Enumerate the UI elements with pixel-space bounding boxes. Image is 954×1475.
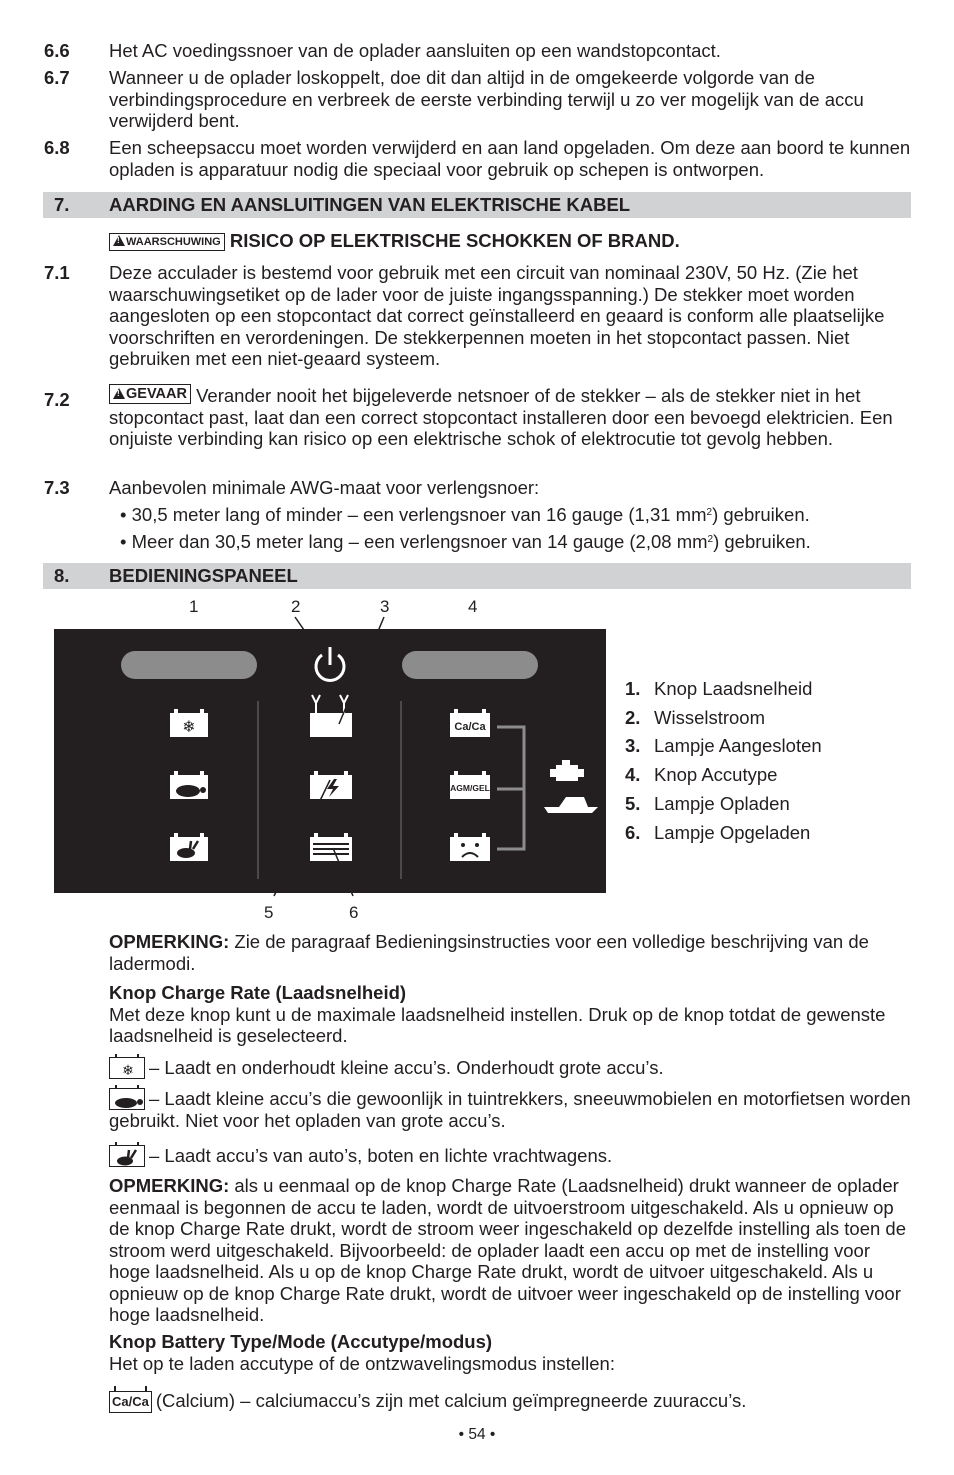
para-number: 7.2 bbox=[44, 389, 70, 410]
legend-item: 2. Wisselstroom bbox=[625, 706, 766, 728]
para-text: Een scheepsaccu moet worden verwijderd en aan land opgeladen. Om deze aan boord te kunnen opladen is apparatuur nodig die speciaal voor gebruik op schepen is ontworpen. bbox=[109, 137, 911, 180]
subheading: Knop Charge Rate (Laadsnelheid) bbox=[109, 982, 407, 1003]
note-1: OPMERKING: Zie de paragraaf Bedieningsinstructies voor een volledige beschrijving van de ladermodi. bbox=[109, 931, 869, 974]
section-number: 8. bbox=[54, 565, 70, 586]
para-text: Verander nooit het bijgeleverde netsnoer of de stekker – als de stekker niet in het stopcontact past, laat dan een correct stopcontact installeren door een bevoegd elektricien. Een onjuiste verbinding kan risico op een elektrische schok of elektrocutie tot gevolg hebben. bbox=[109, 385, 893, 449]
subheading-text: Met deze knop kunt u de maximale laadsnelheid instellen. Druk op de knop totdat de gewenste laadsnelheid is geselecteerd. bbox=[109, 1003, 886, 1046]
calcium-label: Ca/Ca bbox=[454, 721, 486, 733]
calcium-item: Ca/Ca (Calcium) – calciumaccu’s zijn met calcium geïmpregneerde zuuraccu’s. bbox=[109, 1390, 911, 1413]
rate-item-medium: – Laadt kleine accu’s die gewoonlijk in tuintrekkers, sneeuwmobielen en motorfietsen worden gebruikt. Niet voor het opladen van grote accu’s. bbox=[109, 1088, 911, 1131]
warning-label: !WAARSCHUWING bbox=[109, 233, 225, 251]
para-number: 7.1 bbox=[44, 262, 70, 283]
callout-5: 5 bbox=[264, 903, 274, 922]
section-title: BEDIENINGSPANEEL bbox=[109, 565, 298, 586]
rate-item-high: – Laadt accu’s van auto’s, boten en lichte vrachtwagens. bbox=[109, 1145, 911, 1167]
callout-6: 6 bbox=[349, 903, 359, 922]
para-number: 6.7 bbox=[44, 67, 70, 88]
callout-4: 4 bbox=[468, 597, 478, 616]
para-number: 7.3 bbox=[44, 477, 70, 498]
legend-item: 1. Knop Laadsnelheid bbox=[625, 678, 813, 699]
para-text: Aanbevolen minimale AWG-maat voor verlengsnoer: bbox=[109, 477, 540, 498]
rabbit-box-icon bbox=[109, 1145, 145, 1167]
svg-text:❄: ❄ bbox=[122, 1063, 134, 1079]
section-title: AARDING EN AANSLUITINGEN VAN ELEKTRISCHE KABEL bbox=[109, 194, 631, 215]
rate-item-small: ❄ – Laadt en onderhoudt kleine accu’s. Onderhoudt grote accu’s. bbox=[109, 1057, 911, 1079]
callout-1: 1 bbox=[189, 597, 199, 616]
legend-item: 3. Lampje Aangesloten bbox=[625, 735, 822, 757]
subheading-text: Het op te laden accutype of de ontzwavelingsmodus instellen: bbox=[109, 1352, 615, 1374]
calcium-box-icon: Ca/Ca bbox=[109, 1391, 152, 1413]
charge-rate-section bbox=[109, 982, 911, 1047]
legend-item: 5. Lampje Opladen bbox=[625, 792, 790, 814]
callout-3: 3 bbox=[380, 597, 390, 616]
warning-text: RISICO OP ELEKTRISCHE SCHOKKEN OF BRAND. bbox=[229, 230, 680, 251]
legend-item: 6. Lampje Opgeladen bbox=[625, 821, 811, 843]
agm-gel-label: AGM/GEL bbox=[450, 783, 490, 793]
section-number: 7. bbox=[54, 194, 70, 215]
page-number: • 54 • bbox=[458, 1426, 496, 1443]
para-number: 6.6 bbox=[44, 40, 70, 61]
para-number: 6.8 bbox=[44, 137, 70, 158]
para-text: Deze acculader is bestemd voor gebruik met een circuit van nominaal 230V, 50 Hz. (Zie het waarschuwingsetiket op de lader voor de juiste ingangsspanning.) De stekker moet worden aangesloten op een stopcontact dat correct geïnstalleerd en geaard is conform alle plaatselijke voorschriften en verordeningen. De stekkerpennen moeten in het stopcontact passen. Niet gebruiken met een niet-geaard systeem. bbox=[109, 262, 885, 369]
note-2: OPMERKING: als u eenmaal op de knop Charge Rate (Laadsnelheid) drukt wanneer de oplader eenmaal is begonnen de accu te laden, wordt de uitvoerstroom uitgeschakeld. Als u opnieuw op de knop Charge Rate drukt, wordt de stroom weer ingeschakeld op dezelfde instelling als toen de stroom werd uitgeschakeld. Bijvoorbeeld: de oplader laadt een accu op met de instelling voor hoge laadsnelheid. Als u op de knop Charge Rate drukt, wordt de uitvoer uitgeschakeld. Als u opnieuw op de knop Charge Rate drukt, wordt de uitvoer weer ingeschakeld op de instelling voor hoge laadsnelheid. bbox=[109, 1175, 906, 1325]
bullet-item: • Meer dan 30,5 meter lang – een verlengsnoer van 14 gauge (2,08 $mm^2$) gebruiken. bbox=[120, 531, 811, 552]
legend-item: 4. Knop Accutype bbox=[625, 764, 778, 786]
bullet-item: • 30,5 meter lang of minder – een verlengsnoer van 16 gauge (1,31 $mm^2$) gebruiken. bbox=[120, 504, 810, 525]
subheading: Knop Battery Type/Mode (Accutype/modus) bbox=[109, 1331, 493, 1352]
panel-legend bbox=[625, 675, 822, 847]
danger-label: ! GEVAAR bbox=[109, 384, 191, 404]
snowflake-box-icon bbox=[109, 1057, 145, 1079]
callout-2: 2 bbox=[291, 597, 301, 616]
battery-type-section bbox=[109, 1331, 911, 1374]
turtle-box-icon bbox=[109, 1088, 145, 1110]
svg-text:❄: ❄ bbox=[182, 717, 196, 736]
para-text: Wanneer u de oplader loskoppelt, doe dit dan altijd in de omgekeerde volgorde van de verbindingsprocedure en verbreek de eerste verbinding terwijl u zo ver mogelijk van de accu verwijderd bent. bbox=[109, 67, 864, 131]
para-text: Het AC voedingssnoer van de oplader aansluiten op een wandstopcontact. bbox=[109, 40, 721, 61]
